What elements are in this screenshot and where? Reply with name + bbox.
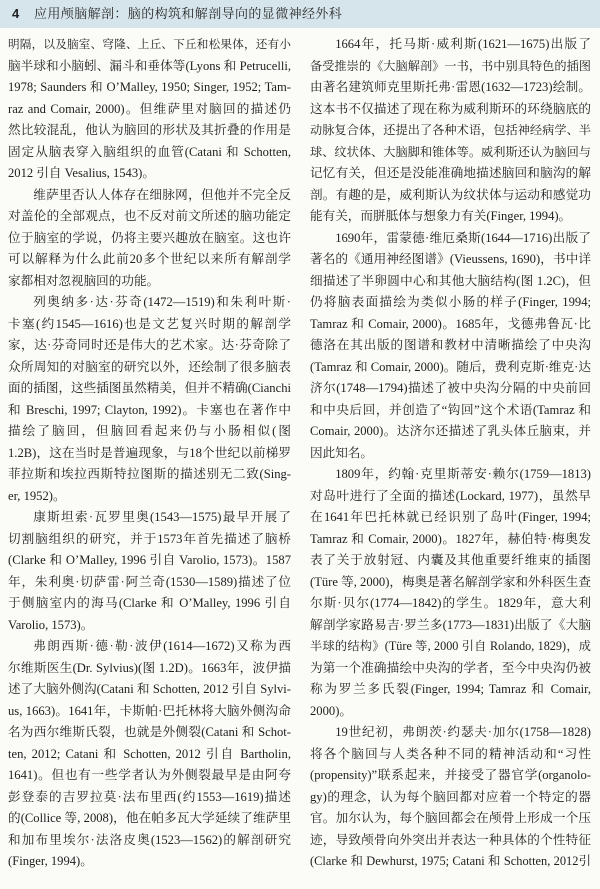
text-line: 和中央后回，并创造了“钩回”这个术语(Tamraz 和 — [310, 402, 591, 417]
text-line: 官。加尔认为，每个脑回都会在颅骨上形成一个压 — [310, 811, 591, 825]
text-line: (Türe 等, 2000)，梅奥是著名解剖学家和外科医生查 — [310, 574, 591, 589]
running-title: 应用颅脑解剖：脑的构筑和解剖导向的显微神经外科 — [34, 6, 343, 21]
text-line: (Clarke 和 Dewhurst, 1975; Catani 和 Schotten, 2012引 — [310, 854, 591, 868]
paragraph — [310, 34, 591, 228]
text-line: 可以解释为什么此前20多个世纪以来所有解剖学 — [8, 252, 291, 266]
text-line: 1809年，约翰·克里斯蒂安·赖尔(1759—1813) — [335, 467, 591, 481]
text-line: 脑半球和小脑蚓、漏斗和垂体等(Lyons 和 Petrucelli, — [8, 58, 291, 73]
text-line: 2012 引自 Vesalius, 1543)。 — [8, 166, 155, 180]
text-line: 名为西尔维斯氏裂，也就是外侧裂(Catani 和 Schot- — [8, 725, 291, 739]
text-line: 然比较混乱，他认为脑回的形状及其折叠的作用是 — [8, 123, 291, 137]
right-column — [310, 34, 591, 873]
text-line: 1978; Saunders 和 O’Malley, 1950; Singer, 1952; Tam- — [8, 80, 291, 94]
text-line: 1641)。但也有一些学者认为外侧裂最早是由阿夸 — [8, 768, 291, 782]
running-header — [0, 0, 600, 28]
text-line: Tamraz 和 Comair, 2000)。1685年，戈德弗鲁瓦·比 — [310, 316, 591, 331]
text-line: 剖。有趣的是，威利斯认为纹状体与运动和感觉功 — [310, 187, 591, 202]
text-line: 固定从脑表穿入脑组织的血管(Catani 和 Schotten, — [8, 144, 291, 159]
text-line: 尔斯·贝尔(1774—1842)的学生。1829年，意大利 — [310, 596, 591, 610]
page-number: 4 — [12, 6, 20, 21]
text-line: 这本书不仅描述了现在称为威利斯环的环绕脑底的 — [310, 101, 591, 116]
paragraph — [8, 636, 291, 873]
text-line: 备受推崇的《大脑解剖》一书，书中别具特色的插图 — [310, 58, 591, 73]
text-line: 家，达·芬奇同时还是伟大的艺术家。达·芬奇除了 — [8, 338, 291, 352]
paragraph — [310, 464, 591, 722]
text-line: raz and Comair, 2000)。但维萨里对脑回的描述仍 — [8, 101, 291, 116]
text-line: 家都相对忽视脑回的功能。 — [8, 273, 160, 288]
paragraph — [8, 185, 291, 293]
text-line: 1690年，雷蒙德·维厄桑斯(1644—1716)出版了 — [335, 230, 591, 245]
paragraph — [8, 292, 291, 507]
text-line: 仍将脑表面描绘为类似小肠的样子(Finger, 1994; — [310, 295, 591, 309]
text-line: Comair, 2000)。达济尔还描述了乳头体丘脑束，并 — [310, 424, 591, 438]
text-line: (Tamraz 和 Comair, 2000)。随后，费利克斯·维克·达 — [310, 359, 591, 374]
text-line: 能有关，而胼胝体与想象力有关(Finger, 1994)。 — [310, 209, 572, 223]
paragraph — [310, 722, 591, 873]
text-line: 在1641年巴托林就已经识别了岛叶(Finger, 1994; — [310, 510, 591, 524]
text-line: us, 1663)。1641年，卡斯帕·巴托林将大脑外侧沟命 — [8, 703, 291, 718]
text-line: 菲拉斯和埃拉西斯特拉图斯的描述别无二致(Sing- — [8, 467, 291, 481]
text-line: 著名的《通用神经图谱》(Vieussens, 1690)，书中详 — [310, 252, 591, 266]
text-line: 描绘了脑回，但脑回看起来仍与小肠相似(图 — [8, 424, 291, 438]
text-line: ten, 2012; Catani 和 Schotten, 2012 引自 Bartholin, — [8, 746, 291, 761]
paragraph — [8, 34, 291, 185]
text-line: 维萨里否认人体存在细脉网，但他并不完全反 — [33, 187, 291, 202]
text-line: 尔维斯医生(Dr. Sylvius)(图 1.2D)。1663年，波伊描 — [8, 660, 291, 675]
text-line: 2000)。 — [310, 703, 352, 718]
text-line: 卡塞(约1545—1616)也是文艺复兴时期的解剖学 — [8, 316, 291, 331]
text-line: 1664年，托马斯·威利斯(1621—1675)出版了 — [335, 37, 591, 51]
text-line: 记忆有关，但还是没能准确地描述脑回和脑沟的解 — [310, 166, 591, 180]
text-line: 位于脑室的学说，仍将主要兴趣放在脑室。这也许 — [8, 230, 291, 245]
text-line: 列奥纳多·达·芬奇(1472—1519)和朱利叶斯· — [33, 295, 291, 309]
text-line: 为第一个准确描绘中央沟的学者，至今中央沟仍被 — [310, 660, 591, 675]
text-line: (Clarke 和 O’Malley, 1996 引自 Varolio, 1573)。1587 — [8, 553, 291, 567]
text-line: 明隔，以及脑室、穹隆、上丘、下丘和松果体，还有小 — [8, 38, 291, 51]
text-line: 对岛叶进行了全面的描述(Lockard, 1977)，虽然早 — [310, 488, 591, 503]
paragraph — [8, 507, 291, 636]
text-line: 解剖学家路易吉·罗兰多(1773—1831)出版了《大脑 — [310, 617, 591, 632]
text-line: 年，朱利奥·切萨雷·阿兰奇(1530—1589)描述了位 — [8, 574, 291, 589]
text-line: 于侧脑室内的海马(Clarke 和 O’Malley, 1996 引自 — [8, 596, 291, 610]
text-line: 和 Breschi, 1997; Clayton, 1992)。卡塞也在著作中 — [8, 402, 291, 417]
text-line: Tamraz 和 Comair, 2000)。1827年，赫伯特·梅奥发 — [310, 531, 591, 546]
text-line: (Finger, 1994)。 — [8, 854, 93, 868]
text-line: 称为罗兰多氏裂(Finger, 1994; Tamraz 和 Comair, — [310, 682, 591, 696]
text-line: 康斯坦索·瓦罗里奥(1543—1575)最早开展了 — [33, 510, 291, 524]
text-line: 19世纪初，弗朗茨·约瑟夫·加尔(1758—1828) — [335, 725, 591, 739]
text-line: Varolio, 1573)。 — [8, 617, 94, 632]
text-line: (propensity)”联系起来，并接受了器官学(organolo- — [310, 768, 591, 782]
text-line: 弗朗西斯·德·勒·波伊(1614—1672)又称为西 — [33, 639, 291, 653]
text-line: 对盖伦的全部观点，也不反对前文所述的脑功能定 — [8, 209, 291, 223]
paragraph — [310, 228, 591, 465]
text-line: 动脉复合体，还提出了各种术语，包括神经病学、半 — [310, 123, 591, 137]
text-line: 面的插图，这些插图虽然精美，但并不精确(Cianchi — [8, 381, 291, 395]
text-line: gy)的理念，认为每个脑回都对应着一个特定的器 — [310, 789, 591, 804]
text-line: 的(Collice 等, 2008)，他在帕多瓦大学延续了维萨里 — [8, 811, 291, 825]
text-line: er, 1952)。 — [8, 488, 66, 503]
text-line: 表了关于放射冠、内囊及其他重要纤维束的插图 — [310, 553, 591, 567]
text-line: 述了大脑外侧沟(Catani 和 Schotten, 2012 引自 Sylvi- — [8, 682, 291, 696]
text-line: 由著名建筑师克里斯托弗·雷恩(1632—1723)绘制。 — [310, 80, 591, 94]
text-line: 细描述了半卵圆中心和其他大脑结构(图 1.2C)，但 — [310, 273, 591, 288]
text-line: 1.2B)，这在当时是普遍现象，与18个世纪以前梯罗 — [8, 445, 291, 460]
left-column — [8, 34, 291, 873]
text-line: 将各个脑回与人类各种不同的精神活动和“习性 — [310, 746, 591, 761]
text-line: 济尔(1748—1794)描述了被中央沟分隔的中央前回 — [310, 381, 591, 395]
text-line: 和加布里埃尔·法洛皮奥(1523—1562)的解剖研究 — [8, 832, 291, 847]
text-line: 迹，导致颅骨向外突出并表达一种具体的个性特征 — [310, 832, 591, 847]
text-line: 因此知名。 — [310, 445, 373, 460]
text-line: 众所周知的对脑室的研究以外，还绘制了很多脑表 — [8, 359, 291, 374]
text-line: 球、纹状体、大脑脚和锥体等。威利斯还认为脑回与 — [310, 144, 591, 159]
text-line: 彭登泰的吉罗拉莫·法布里西(约1553—1619)描述 — [8, 789, 291, 804]
text-line: 半球的结构》(Türe 等, 2000 引自 Rolando, 1829)，成 — [310, 639, 591, 653]
text-line: 切割脑组织的研究，并于1573年首先描述了脑桥 — [8, 531, 291, 546]
text-line: 德洛在其出版的图谱和教材中清晰描绘了中央沟 — [310, 338, 591, 352]
